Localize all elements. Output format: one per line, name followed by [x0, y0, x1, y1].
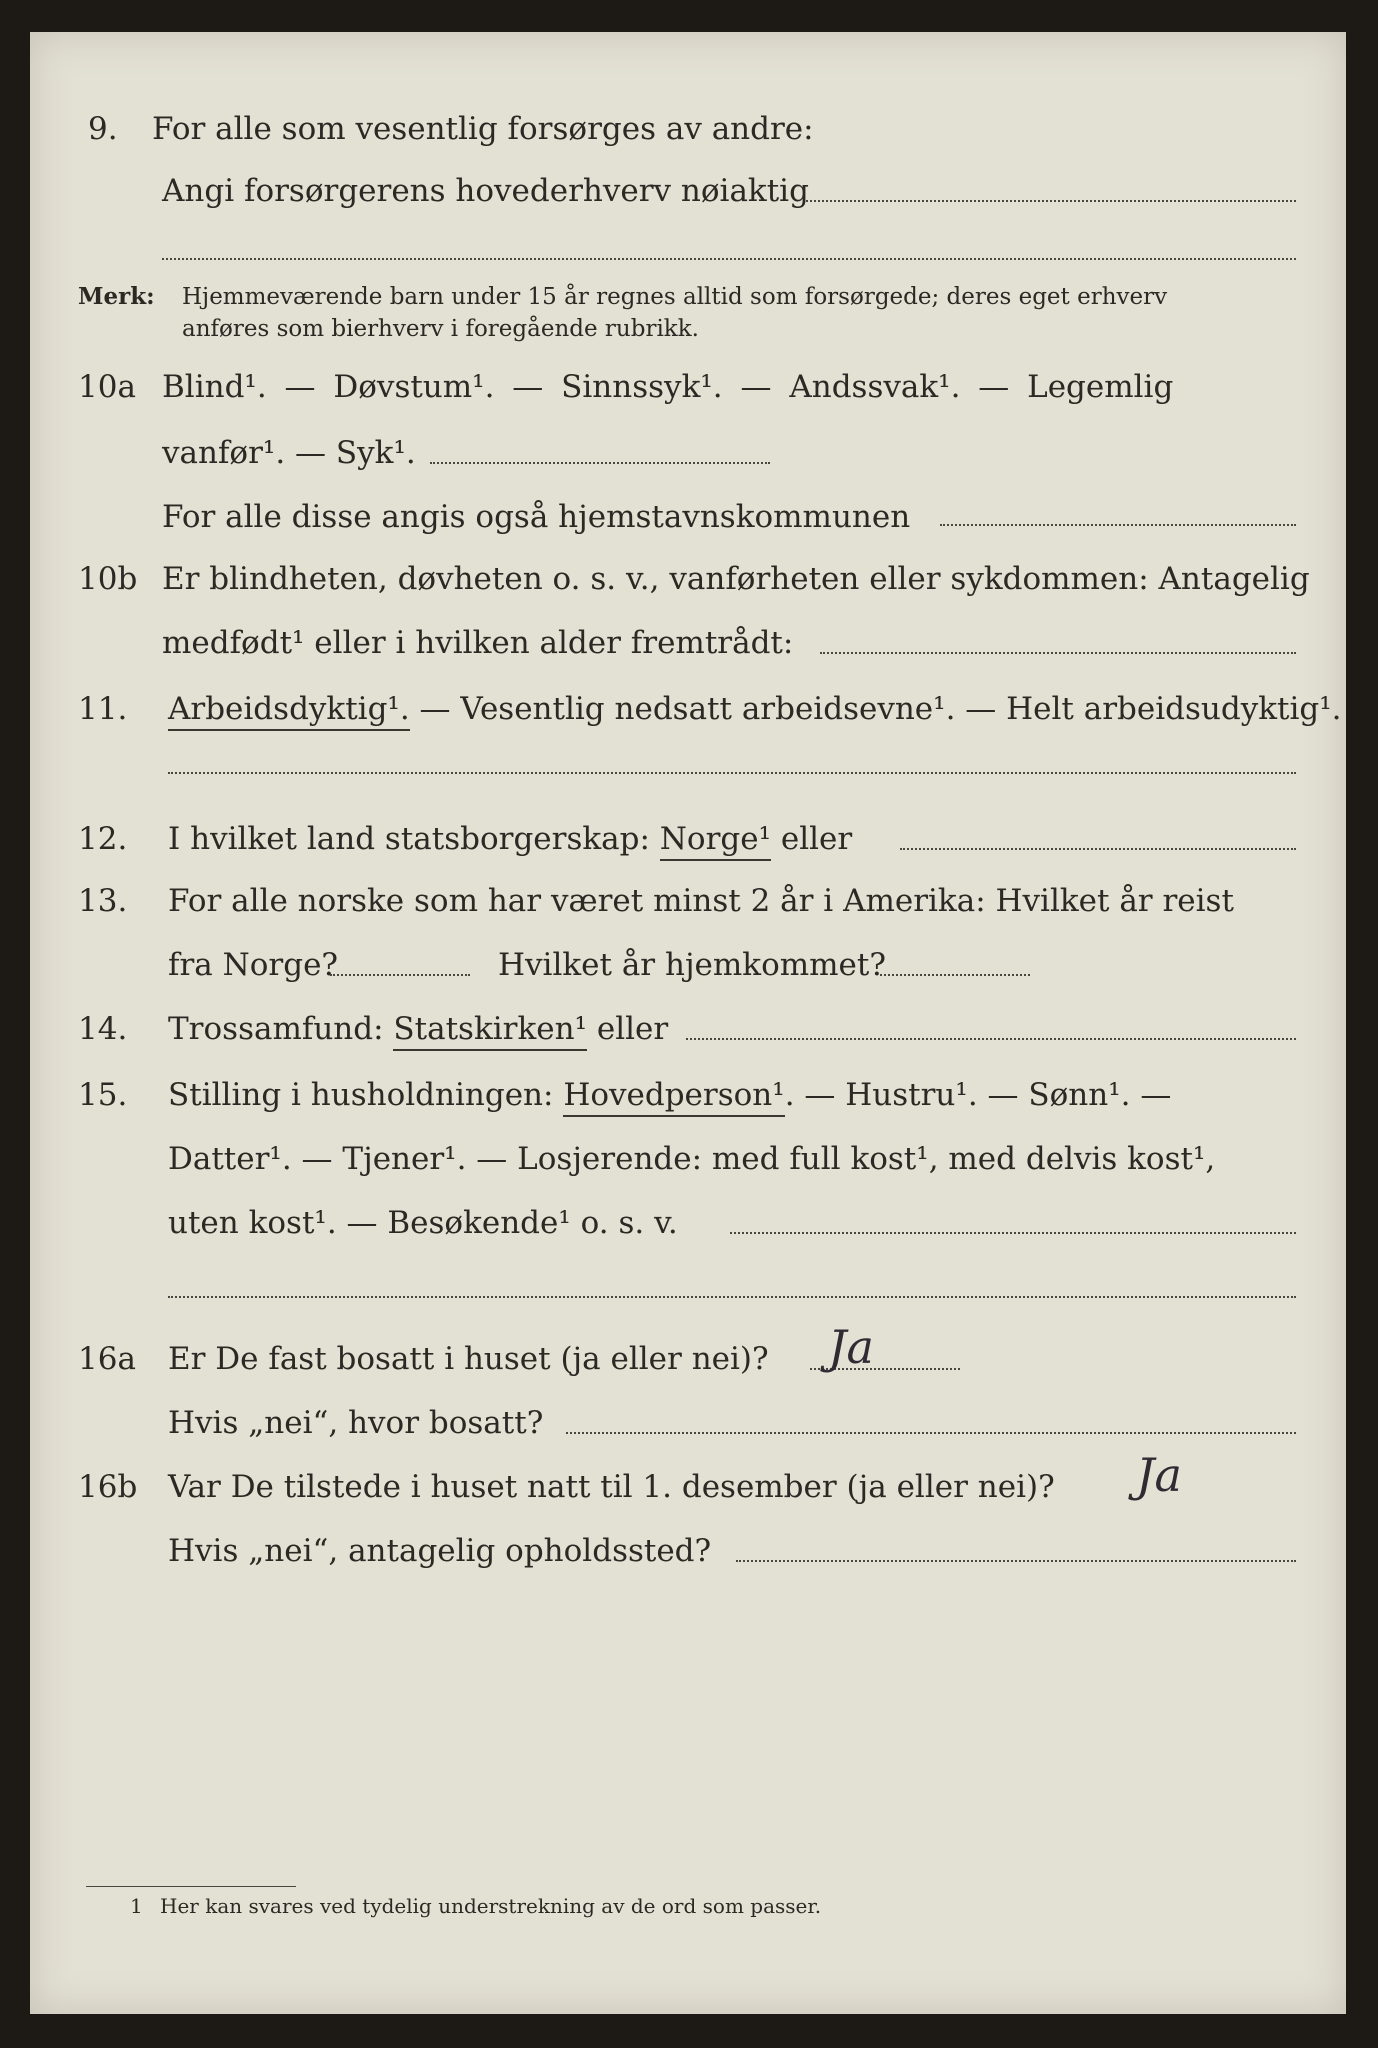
q16a-followup-label: Hvis „nei“, hvor bosatt? — [168, 1405, 544, 1441]
q13-number: 13. — [78, 883, 128, 919]
merk-note-line1: Hjemmeværende barn under 15 år regnes alltid som forsørgede; deres eget erhverv — [182, 284, 1168, 310]
q10b-number: 10b — [78, 561, 138, 597]
q14-question — [168, 1010, 668, 1048]
merk-note-line2: anføres som bierhverv i foregående rubrikk. — [182, 316, 699, 342]
q10a-sick-answer-line[interactable] — [430, 462, 770, 464]
q11-answer-line[interactable] — [168, 772, 1296, 774]
q15-answer-line-2[interactable] — [168, 1296, 1296, 1298]
q16b-followup-label: Hvis „nei“, antagelig opholdssted? — [168, 1533, 712, 1569]
q14-number: 14. — [78, 1011, 128, 1047]
q15-label: Stilling i husholdningen: — [168, 1077, 564, 1113]
q14-answer-line[interactable] — [686, 1038, 1296, 1040]
census-form-page — [30, 32, 1346, 2014]
q15-answer-line[interactable] — [730, 1232, 1296, 1234]
q11-options — [168, 690, 1342, 728]
q11-option-able-to-work-underlined[interactable]: Arbeidsdyktig¹. — [168, 691, 410, 731]
merk-label: Merk: — [78, 283, 155, 310]
q9-question: For alle som vesentlig forsørges av andre: — [152, 111, 814, 147]
q13-return-answer-line[interactable] — [880, 974, 1030, 976]
q12-question — [168, 820, 852, 858]
q16a-number: 16a — [78, 1341, 136, 1377]
q15-question-line1 — [168, 1076, 1171, 1114]
q11-other-options: — Vesentlig nedsatt arbeidsevne¹. — Helt arbeidsudyktig¹. — [409, 691, 1342, 727]
q10a-options-line1: Blind¹. — Døvstum¹. — Sinnssyk¹. — Andssvak¹. — Legemlig — [162, 369, 1174, 405]
q9-answer-line[interactable] — [806, 200, 1296, 202]
q12-number: 12. — [78, 821, 128, 857]
q9-instruction: Angi forsørgerens hovederhverv nøiaktig — [162, 173, 809, 209]
q12-or: eller — [771, 821, 853, 857]
q13-return-label: Hvilket år hjemkommet? — [498, 947, 886, 983]
q9-answer-line-2[interactable] — [162, 258, 1296, 260]
q9-number: 9. — [88, 111, 118, 147]
q16b-followup-answer-line[interactable] — [736, 1560, 1296, 1562]
q10b-question-line1: Er blindheten, døvheten o. s. v., vanførheten eller sykdommen: Antagelig — [162, 561, 1310, 597]
q11-number: 11. — [78, 691, 128, 727]
footnote-marker: 1 — [130, 1894, 143, 1918]
q13-departure-label: fra Norge? — [168, 947, 339, 983]
q15-question-line2: Datter¹. — Tjener¹. — Losjerende: med full kost¹, med delvis kost¹, — [168, 1141, 1216, 1177]
q16b-number: 16b — [78, 1469, 138, 1505]
q10a-options-line2: vanfør¹. — Syk¹. — [162, 435, 416, 471]
q15-number: 15. — [78, 1077, 128, 1113]
q12-option-norway-underlined[interactable]: Norge¹ — [660, 821, 771, 861]
q14-label: Trossamfund: — [168, 1011, 394, 1047]
q15-option-head-underlined[interactable]: Hovedperson¹ — [563, 1077, 784, 1117]
q16b-question: Var De tilstede i huset natt til 1. desember (ja eller nei)? — [168, 1469, 1055, 1505]
q12-answer-line[interactable] — [900, 848, 1296, 850]
footnote-rule — [86, 1886, 296, 1887]
q10a-home-municipality-label: For alle disse angis også hjemstavnskommunen — [162, 499, 911, 535]
q15-other-options: . — Hustru¹. — Sønn¹. — — [784, 1077, 1172, 1113]
q16a-followup-answer-line[interactable] — [566, 1432, 1296, 1434]
q16b-handwritten-answer: Ja — [1136, 1448, 1182, 1502]
q16a-handwritten-answer: Ja — [828, 1320, 874, 1374]
q10a-home-municipality-line[interactable] — [940, 524, 1296, 526]
q10b-answer-line[interactable] — [820, 652, 1296, 654]
q13-departure-answer-line[interactable] — [330, 974, 470, 976]
q16a-question: Er De fast bosatt i huset (ja eller nei)? — [168, 1341, 769, 1377]
q10a-number: 10a — [78, 369, 136, 405]
footnote-text: Her kan svares ved tydelig understrekning av de ord som passer. — [160, 1894, 822, 1918]
q12-label: I hvilket land statsborgerskap: — [168, 821, 660, 857]
q14-option-state-church-underlined[interactable]: Statskirken¹ — [393, 1011, 587, 1051]
q10b-question-line2: medfødt¹ eller i hvilken alder fremtrådt: — [162, 625, 794, 661]
q14-or: eller — [587, 1011, 669, 1047]
q15-question-line3: uten kost¹. — Besøkende¹ o. s. v. — [168, 1205, 678, 1241]
q13-question-line1: For alle norske som har været minst 2 år i Amerika: Hvilket år reist — [168, 883, 1234, 919]
